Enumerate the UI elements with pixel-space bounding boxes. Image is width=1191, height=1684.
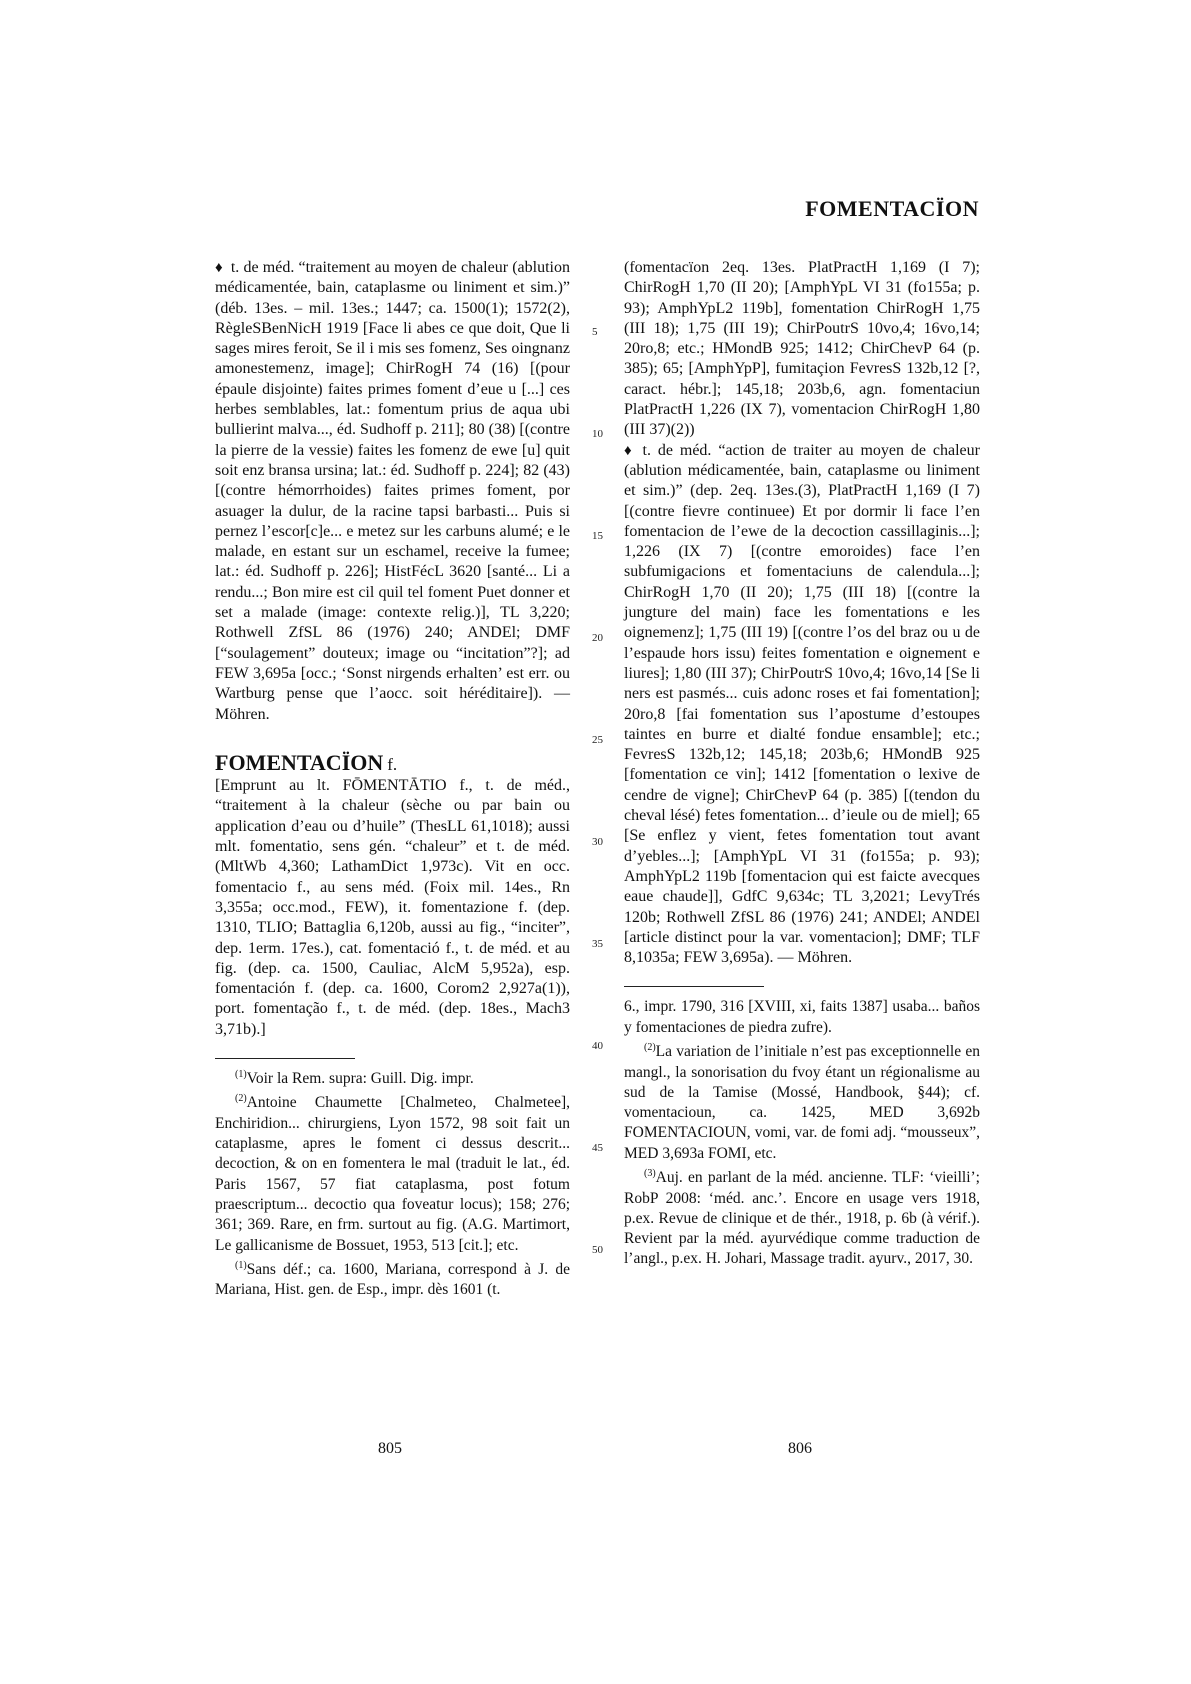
- line-number: 50: [592, 1244, 603, 1256]
- line-number: 10: [592, 428, 603, 440]
- footnote: [215, 1256, 570, 1301]
- headword: FOMENTACÏON: [215, 749, 384, 775]
- diamond-icon: ♦: [624, 442, 635, 459]
- footnote-number: (1): [235, 1259, 247, 1271]
- footnote: [215, 1089, 570, 1256]
- line-number: 15: [592, 530, 603, 542]
- line-number: 20: [592, 632, 603, 644]
- footnote-number: (2): [235, 1093, 247, 1105]
- line-number: 45: [592, 1142, 603, 1154]
- diamond-icon: ♦: [215, 260, 223, 276]
- footnote-text: Voir la Rem. supra: Guill. Dig. impr.: [246, 1070, 474, 1088]
- footnote: [215, 1065, 570, 1089]
- footnote: [624, 1038, 980, 1164]
- left-column: [215, 258, 570, 1301]
- line-number: 30: [592, 836, 603, 848]
- footnote-text: Antoine Chaumette [Chalmeteo, Chalmetee], Enchiridion... chirurgiens, Lyon 1572, 98 soit fait un cataplasme, apres le foment ci dessus descrit... decoction, & on en fomentera le mal (traduit le lat., éd. Paris 1567, 57 fiat cataplasma, post fotum praescriptum... decoctio qua foveatur locus); 158; 276; 361; 369. Rare, en frm. surtout au fig. (A.G. Martimort, Le gallicanisme de Bossuet, 1953, 513 [cit.]; etc.: [215, 1094, 570, 1254]
- sense-text: t. de méd. “traitement au moyen de chaleur (ablution médicamentée, bain, cataplasme ou liniment et sim.)” (déb. 13es. – mil. 13es.; 1447; ca. 1500(1); 1572(2), RègleSBenNicH 1919 [Face li abes ce que doit, Que li sages mires feroit, Se il i mis ses fomenz, Ses oingnanz amonestemenz, image]; ChirRogH 74 (16) [(pour épaule disjointe) faites primes foment d’eue u [...] ces herbes semblables, lat.: fomentum prius de aqua ubi bullierint malva..., éd. Sudhoff p. 211]; 80 (38) [(contre la pierre de la vessie) faites les fomenz de ewe [u] quit soit enz bransa ursina; lat.: éd. Sudhoff p. 224]; 82 (43) [(contre hémorrhoides) faites primes foment, por asuager la dulur, de la racine tapsi barbasti... Puis si pernez l’escor[c]e... e metez sur les carbuns alumé; e le malade, en estant sur un eschamel, receive la fumee; lat.: éd. Sudhoff p. 226]; HistFécL 3620 [santé... Li a rendu...; Bon mire est cil quil tel foment Puet donner et set a malade (image: contexte relig.)], TL 3,220; Rothwell ZfSL 86 (1976) 240; ANDEl; DMF [“soulagement” douteux; image ou “incitation”?]; ad FEW 3,695a [occ.; ‘Sonst nirgends erhalten’ est err. ou Wartburg pense que l’aocc. soit héréditaire]). — Möhren.: [215, 259, 570, 723]
- footnote-number: (3): [644, 1168, 656, 1180]
- line-number: 25: [592, 734, 603, 746]
- headword-grammar: f.: [387, 754, 398, 774]
- footnote-number: (1): [235, 1068, 247, 1080]
- entry-header: [215, 749, 570, 776]
- footnote: [624, 993, 980, 1038]
- footnote-text: Auj. en parlant de la méd. ancienne. TLF: ‘vieilli’; RobP 2008: ‘méd. anc.’. Encore en usage vers 1918, p.ex. Revue de clinique et de thér., 1918, p. 6b (à vérif.). Revient par la méd. ayurvédique comme traduction de l’angl., p.ex. H. Johari, Massage tradit. ayurv., 2017, 30.: [624, 1169, 980, 1268]
- line-number: 40: [592, 1040, 603, 1052]
- sense-paragraph: [215, 258, 570, 725]
- page-number-left: 805: [378, 1440, 402, 1457]
- page-number-right: 806: [788, 1440, 812, 1457]
- right-column: [624, 258, 980, 1270]
- footnote-rule: [624, 986, 764, 987]
- line-number: 35: [592, 938, 603, 950]
- footnote-text: Sans déf.; ca. 1600, Mariana, correspond à J. de Mariana, Hist. gen. de Esp., impr. dès 1601 (t.: [215, 1261, 570, 1299]
- footnote-number: (2): [644, 1042, 656, 1054]
- forms-paragraph: (fomentacïon 2eq. 13es. PlatPractH 1,169 (I 7); ChirRogH 1,70 (II 20); [AmphYpL VI 31 (fo155a; p. 93); AmphYpL2 119b], fomentation ChirRogH 1,75 (III 18); 1,75 (III 19); ChirPoutrS 10vo,4; 16vo,14; 20ro,8; etc.; HMondB 925; 1412; ChirChevP 64 (p. 385); 65; [AmphYpP], fumitaçion FevresS 132b,12 [?, caract. hébr.]; 145,18; 203b,6, agn. fomentaciun PlatPractH 1,226 (IX 7), vomentacion ChirRogH 1,80 (III 37)(2)): [624, 259, 980, 439]
- footnote: [624, 1164, 980, 1270]
- sense-paragraph: [624, 441, 980, 969]
- line-number: 5: [592, 326, 598, 338]
- etymology-paragraph: [Emprunt au lt. FŌMENTĀTIO f., t. de méd., “traitement à la chaleur (sèche ou par bain ou application d’eau ou d’huile” (ThesLL 61,1018); aussi mlt. fomentatio, sens gén. “chaleur” et t. de méd. (MltWb 4,360; LathamDict 1,973c). Vit en occ. fomentacio f., au sens méd. (Foix mil. 14es., Rn 3,355a; occ.mod., FEW), it. fomentazione f. (dep. 1310, TLIO; Battaglia 6,120b, aussi au fig., “inciter”, dep. 1erm. 17es.), cat. fomentació f., t. de méd. et au fig. (dep. ca. 1500, Cauliac, AlcM 5,952a), esp. fomentación f. (dep. ca. 1600, Corom2 2,927a(1)), port. fomentação f., t. de méd. (dep. 18es., Mach3 3,71b).]: [215, 777, 570, 1038]
- running-head: FOMENTACÏON: [805, 196, 979, 221]
- footnote-text: La variation de l’initiale n’est pas exceptionnelle en mangl., la sonorisation du fvoy étant un régionalisme au sud de la Tamise (Mossé, Handbook, §44); cf. vomentacioun, ca. 1425, MED 3,692b FOMENTACIOUN, vomi, var. de fomi adj. “mousseux”, MED 3,693a FOMI, etc.: [624, 1043, 980, 1162]
- sense-text: t. de méd. “action de traiter au moyen de chaleur (ablution médicamentée, bain, cataplasme ou liniment et sim.)” (dep. 2eq. 13es.(3), PlatPractH 1,169 (I 7) [(contre fievre continuee) Et por dormir li face l’en fomentacion de l’ewe de la decoction cassillaginis...]; 1,226 (IX 7) [(contre emoroides) face l’en subfumigacions et fomentaciuns de calendula...]; ChirRogH 1,70 (II 20); 1,75 (III 18) [(contre la jungture del main) face les fomentations e les oignemenz]; 1,75 (III 19) [(contre l’os del braz ou u de l’espaude hors issu) feites fomentation e oignement e liures]; 1,80 (III 37); ChirPoutrS 10vo,4; 16vo,14 [Se li ners est pasmés... cuis adonc roses et fai fomentation]; 20ro,8 [fai fomentation sus l’apostume d’estoupes taintes en burre et dialté fondue ensamble]; etc.; FevresS 132b,12; 145,18; 203b,6; HMondB 925 [fomentation ce vin]; 1412 [fomentation o lexive de cendre de vigne]; ChirChevP 64 (p. 385) [(tendon du cheval lésé) fetes fomentation... d’ieule ou de miel]; 65 [Se enflez y vient, fetes fomentation tout avant d’yebles...]; [AmphYpL VI 31 (fo155a; p. 93); AmphYpL2 119b [fomentacion qui est faicte avecques eaue chaude]], GdfC 9,634c; TL 3,2021; LevyTrés 120b; Rothwell ZfSL 86 (1976) 241; ANDEl; ANDEl [article distinct pour la var. vomentacion]; DMF; TLF 8,1035a; FEW 3,695a). — Möhren.: [624, 441, 980, 967]
- footnote-text: 6., impr. 1790, 316 [XVIII, xi, faits 1387] usaba... baños y fomentaciones de piedra zufre).: [624, 998, 980, 1036]
- footnote-rule: [215, 1058, 355, 1059]
